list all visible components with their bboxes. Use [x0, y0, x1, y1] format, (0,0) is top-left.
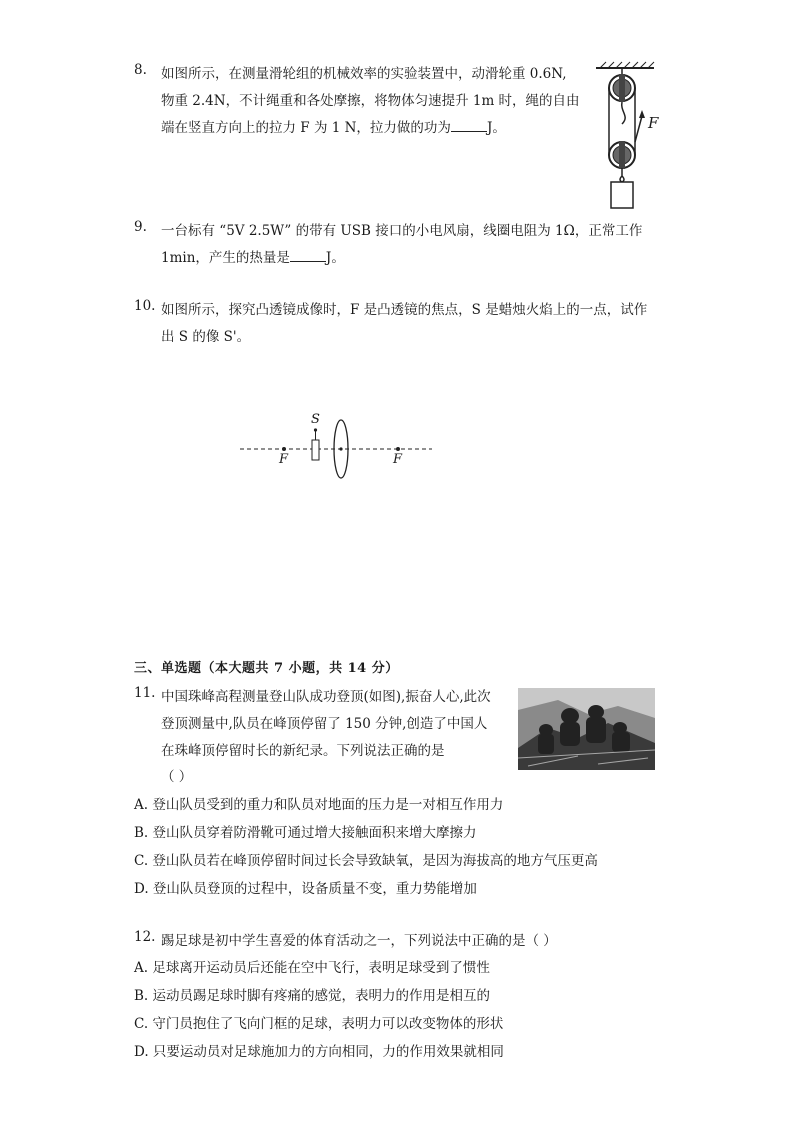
section-title: 三、单选题（本大题共 7 小题，共 14 分）	[134, 661, 399, 676]
q11-option-d: D. 登山队员登顶的过程中，设备质量不变，重力势能增加	[134, 881, 477, 897]
q11-option-c: C. 登山队员若在峰顶停留时间过长会导致缺氧，是因为海拔高的地方气压更高	[134, 853, 598, 869]
q11-option-a: A. 登山队员受到的重力和队员对地面的压力是一对相互作用力	[134, 797, 504, 813]
answer-blank	[290, 249, 326, 262]
q12-number: 12.	[134, 929, 156, 945]
pulley-figure	[590, 60, 670, 220]
lens-label-s: S	[311, 412, 320, 427]
q9-text-line2b: J。	[325, 250, 345, 266]
q8-text-line3	[161, 116, 506, 136]
q8-number: 8.	[134, 62, 147, 78]
q8-text-line3b: J。	[486, 120, 506, 136]
q11-number: 11.	[134, 685, 156, 701]
q12-option-c: C. 守门员抱住了飞向门框的足球，表明力可以改变物体的形状	[134, 1016, 504, 1032]
q10-text-line1: 如图所示，探究凸透镜成像时，F 是凸透镜的焦点，S 是蜡烛火焰上的一点，试作	[161, 302, 648, 318]
q9-text-line2	[161, 246, 345, 266]
lens-label-f-right: F	[393, 452, 403, 467]
q12-option-b: B. 运动员踢足球时脚有疼痛的感觉，表明力的作用是相互的	[134, 988, 491, 1004]
q8-text-line1: 如图所示，在测量滑轮组的机械效率的实验装置中，动滑轮重 0.6N,	[161, 66, 567, 82]
lens-figure	[236, 410, 436, 485]
q11-text-line1: 中国珠峰高程测量登山队成功登顶(如图),振奋人心,此次	[161, 689, 491, 705]
q11-option-b: B. 登山队员穿着防滑靴可通过增大接触面积来增大摩擦力	[134, 825, 477, 841]
q9-text-line1: 一台标有 “5V 2.5W” 的带有 USB 接口的小电风扇，线圈电阻为 1Ω，正常工作	[161, 223, 643, 239]
q8-text-line2: 物重 2.4N，不计绳重和各处摩擦，将物体匀速提升 1m 时，绳的自由	[161, 93, 580, 109]
answer-blank	[451, 119, 487, 132]
mountaineers-photo	[518, 688, 655, 770]
lens-label-f-left: F	[279, 452, 289, 467]
q12-text-line1: 踢足球是初中学生喜爱的体育活动之一，下列说法中正确的是（ ）	[161, 933, 557, 949]
q12-option-d: D. 只要运动员对足球施加力的方向相同，力的作用效果就相同	[134, 1044, 504, 1060]
q10-text-line2: 出 S 的像 S'。	[161, 329, 251, 345]
q10-number: 10.	[134, 298, 156, 314]
q11-answer-paren: （ ）	[161, 769, 193, 785]
q12-option-a: A. 足球离开运动员后还能在空中飞行，表明足球受到了惯性	[134, 960, 490, 976]
q9-number: 9.	[134, 219, 147, 235]
q11-text-line3: 在珠峰顶停留时长的新纪录。下列说法正确的是	[161, 743, 445, 759]
q8-text-line3a: 端在竖直方向上的拉力 F 为 1 N，拉力做的功为	[161, 120, 451, 136]
q9-text-line2a: 1min，产生的热量是	[161, 250, 290, 266]
pulley-force-label: F	[648, 114, 659, 132]
q11-text-line2: 登顶测量中,队员在峰顶停留了 150 分钟,创造了中国人	[161, 716, 488, 732]
